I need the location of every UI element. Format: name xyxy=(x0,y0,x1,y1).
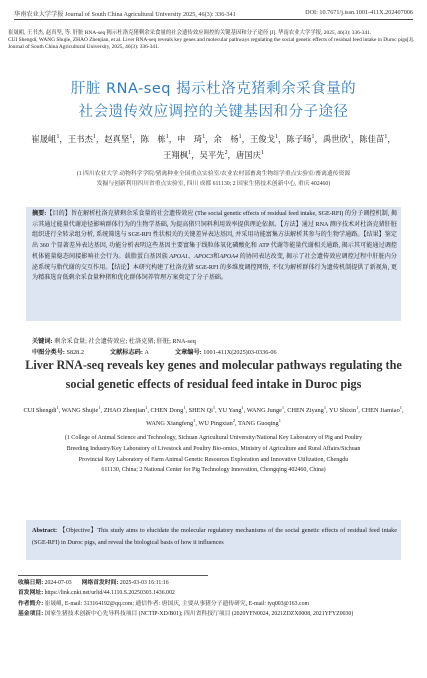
english-title-line-1: Liver RNA-seq reveals key genes and molecular pathways regulating the xyxy=(25,358,402,372)
author-affiliation-mark: 1 xyxy=(384,134,388,141)
clc-label: 中图分类号: xyxy=(32,349,65,356)
author-affiliation-mark: 1 xyxy=(183,404,186,410)
author xyxy=(361,404,402,414)
keywords-line xyxy=(32,336,397,347)
clc-value: S828.2 xyxy=(66,349,84,356)
author-affiliation-mark: 1 xyxy=(311,134,315,141)
abstract-body: 【目的】旨在解析杜洛克猪剩余采食量的社会遗传效应 (The social genetic effects of residual feed intake, SGE-RFI) 的分子调控机制, 揭示其通过能量代谢途径影响群体行为的生物学基础, 为提高猪只饲料利用效率提供理论依据。【方法】通过 RNA 测序技术对杜洛克猪肝脏组织进行全转录组分析, 系统筛选与 SGE-RFI 性状相关的关键差异表达基因, 并采用功能富集方法解析其参与的生物学通路。【结果】鉴定出 360 个显著差异表达基因, 功能分析表明这些基因主要富集于线粒体氧化磷酸化和 ATP 代谢等能量代谢相关通路, 揭示其可能通过调控机体能量稳态间接影响社会行为。载脂蛋白基因族 xyxy=(32,211,397,260)
author xyxy=(68,135,96,144)
received-date: 2024-07-03 xyxy=(44,580,72,586)
author-name: 申 琦 xyxy=(177,135,203,144)
author xyxy=(141,135,169,144)
chinese-affiliation xyxy=(40,170,387,189)
doc-value: A xyxy=(144,349,149,356)
author-affiliation-mark: 1 xyxy=(193,418,196,424)
author-affiliation-mark: 1 xyxy=(275,134,278,141)
author-name: YU Yang xyxy=(218,407,242,414)
author-name: 陈子旸 xyxy=(286,135,312,144)
author-name: 赵真坚 xyxy=(104,135,130,144)
english-affiliation-line-2: Breeding Industry/Key Laboratory of Livestock and Poultry Bio-omics, Ministry of Agriculture and Rural Affairs/Sichuan xyxy=(66,445,361,452)
author xyxy=(328,404,359,414)
chinese-affiliation-line-2: 发掘与创新利用四川省重点实验室, 四川 成都 611130; 2 国家生猪技术创新中心, 重庆 402460) xyxy=(96,180,331,187)
english-author-list: CUI Shengdi$^1$, WANG Shujie$^1$, ZHAO Zhenjian$^1$, CHEN Dong$^1$, SHEN Qi$^1$, YU Yang$^1$, WANG Junge$^1$, CHEN Ziyang$^1$, YU Shixin$^1$, CHEN Jiamiao$^1$, WANG Xiangfeng$^1$, WU Pingxian$^2$, TANG Guoqing$^1$ xyxy=(23,404,404,428)
author-affiliation-mark: 1 xyxy=(347,134,351,141)
footnote-author-info xyxy=(18,599,409,609)
chinese-title-line-2: 社会遗传效应调控的关键基因和分子途径 xyxy=(78,104,349,120)
author xyxy=(286,135,314,144)
author xyxy=(177,135,205,144)
author-name: CUI Shengdi xyxy=(23,407,57,414)
author xyxy=(214,135,242,144)
article-value: 1001-411X(2025)03-0336-06 xyxy=(203,349,277,356)
author xyxy=(218,404,244,414)
author-name: CHEN Ziyang xyxy=(287,407,324,414)
first-publish-url[interactable]: https://link.cnki.net/urlid/44.1110.S.20250303.1436.002 xyxy=(44,590,175,597)
author-name: 崔晟岨 xyxy=(31,135,57,144)
gene-apoa1: APOA1 xyxy=(169,253,188,260)
url-label: 首发网址: xyxy=(18,590,44,597)
author-name: ZHAO Zhenjian xyxy=(103,407,146,414)
abstract-body-continued: 的协同表达改变, 揭示了社会遗传效应调控过程中肝脏内分泌系统与脂代谢的交互作用。【结论】本研究构建了杜洛克猪 SGE-RFI 的多维度调控网络, 不仅为解析群体行为遗传机制提供了新视角, 更为精准选育低剩余采食量种猪和优化群体饲养管理方案奠定了分子基础。 xyxy=(32,253,397,282)
author-name: 吴平先 xyxy=(199,151,225,160)
author xyxy=(287,404,327,414)
author-name: YU Shixin xyxy=(328,407,357,414)
running-header xyxy=(14,9,413,18)
online-first-date: 2025-03-03 16:11:16 xyxy=(119,580,169,586)
author-name: WANG Shujie xyxy=(61,407,99,414)
footnotes xyxy=(18,578,409,619)
author-affiliation-mark: 1 xyxy=(56,134,60,141)
author-affiliation-mark: 2 xyxy=(232,418,236,424)
gene-separator: 、 xyxy=(187,253,195,260)
footnote-url xyxy=(18,588,409,598)
author-name: 禹世欣 xyxy=(322,135,348,144)
funding-text: 国家生猪技术创新中心先导科技项目 (NCTIP-XD/B01); 四川省科技厅项目 (2020YFN0024, 2021ZDZX0008, 2021YFYZ0030) xyxy=(44,610,354,617)
journal-header: 华南农业大学学报 Journal of South China Agricultural University 2025, 46(3): 336-341 xyxy=(14,11,236,18)
author-info-label: 作者简介: xyxy=(18,600,44,607)
author xyxy=(104,135,132,144)
author-name: 唐国庆 xyxy=(235,151,262,160)
english-title-line-2: social genetic effects of residual feed intake in Duroc pigs xyxy=(65,377,362,391)
keywords-label: 关键词: xyxy=(32,338,53,345)
author-affiliation-mark: 1 xyxy=(212,404,216,410)
author xyxy=(199,151,227,160)
english-affiliation-line-1: (1 College of Animal Science and Technology, Sichuan Agricultural University/National Key Laboratory of Pig and Poultry xyxy=(64,435,363,441)
citation-en: CUI Shengdi, WANG Shujie, ZHAO Zhenjian, et al. Liver RNA-seq reveals key genes and molecular pathways regulating the social genetic effects of residual feed intake in Duroc pigs[J]. Journal of South China Agricultural University, 2025, 46(3): 336-341. xyxy=(8,37,415,50)
author-affiliation-mark: 1 xyxy=(241,404,244,410)
author-name: TANG Guoqing xyxy=(238,420,279,428)
author xyxy=(323,135,351,144)
english-abstract-body: 【Objective】This study aims to elucidate the molecular regulatory mechanisms of the social genetic effects of residual feed intake (SGE-RFI) in Duroc pigs, and reveal the biological basis of how it influences xyxy=(32,527,398,546)
english-abstract-label: Abstract: xyxy=(32,527,58,534)
author-affiliation-mark: 1 xyxy=(261,150,264,157)
author xyxy=(146,420,195,427)
author-affiliation-mark: 2 xyxy=(224,150,228,157)
author xyxy=(188,404,216,414)
author-name: SHEN Qi xyxy=(188,407,213,414)
author-name: 余 杨 xyxy=(213,135,239,144)
english-affiliation xyxy=(26,433,401,476)
author-affiliation-mark: 1 xyxy=(145,404,148,410)
author-affiliation-mark: 1 xyxy=(92,134,96,141)
author-affiliation-mark: 1 xyxy=(56,404,59,410)
author-name: WU Pingxian xyxy=(198,420,233,428)
funding-label: 基金项目: xyxy=(18,610,44,617)
author-name: 王俊戈 xyxy=(249,135,276,144)
author-name: 王翔枫 xyxy=(163,151,189,160)
author-affiliation-mark: 1 xyxy=(129,134,133,141)
author-affiliation-mark: 1 xyxy=(202,134,206,141)
author xyxy=(246,404,285,414)
doi-header: DOI: 10.7671/j.issn.1001-411X.202407006 xyxy=(305,9,413,16)
author xyxy=(150,404,186,414)
author-name: WANG Junge xyxy=(246,407,282,414)
author xyxy=(238,420,281,427)
doc-label: 文献标志码: xyxy=(109,349,143,356)
header-divider xyxy=(14,19,413,20)
author-affiliation-mark: 1 xyxy=(98,404,101,410)
chinese-title-line-1: 肝脏 RNA-seq 揭示杜洛克猪剩余采食量的 xyxy=(70,81,357,97)
abstract-label: 摘要: xyxy=(32,211,47,217)
english-abstract xyxy=(32,525,397,549)
author-affiliation-mark: 1 xyxy=(399,404,402,410)
author xyxy=(198,420,235,427)
author xyxy=(236,151,264,160)
chinese-affiliation-line-1: (1 四川农业大学 动物科学学院/猪禽种业全国重点实验室/农业农村部畜禽生物组学重点实验室/畜禽遗传资源 xyxy=(76,171,351,177)
author-affiliation-mark: 1 xyxy=(278,418,281,424)
english-affiliation-line-3: Provincial Key Laboratory of Farm Animal Genetic Resources Exploration and Innovative Utilization, Chengdu xyxy=(78,456,349,463)
author xyxy=(103,404,148,414)
received-label: 收稿日期: xyxy=(18,580,44,586)
author-name: 陈 栋 xyxy=(140,135,166,144)
author-name: 陈佳苗 xyxy=(359,135,385,144)
author xyxy=(23,404,59,414)
author xyxy=(359,135,387,144)
keywords-block xyxy=(32,336,397,358)
online-first-label: 网络首发时间: xyxy=(81,580,119,586)
author-name: CHEN Jiamiao xyxy=(361,407,400,414)
article-label: 文章编号: xyxy=(174,349,202,356)
author-affiliation-mark: 1 xyxy=(238,134,242,141)
citation-zh: 崔晟岨, 王书杰, 赵真坚, 等. 肝脏 RNA-seq 揭示杜洛克猪剩余采食量的社会遗传效应调控的关键基因和分子途径 [J]. 华南农业大学学报, 2025, 46(3): 336-341. xyxy=(8,30,372,36)
author-name: CHEN Dong xyxy=(150,407,184,414)
footnote-funding xyxy=(18,609,409,619)
author-name: WANG Xiangfeng xyxy=(146,420,194,428)
author xyxy=(163,151,191,160)
author xyxy=(250,135,278,144)
author xyxy=(61,404,101,414)
gene-apoa4: APOA4 xyxy=(219,253,239,260)
english-title xyxy=(10,356,417,394)
author-affiliation-mark: 1 xyxy=(323,404,327,410)
author-affiliation-mark: 1 xyxy=(281,404,285,410)
footnote-received xyxy=(18,578,409,588)
author-affiliation-mark: 1 xyxy=(165,134,169,141)
author-affiliation-mark: 1 xyxy=(188,150,192,157)
english-affiliation-line-4: 611130, China; 2 National Center for Pig Technology Innovation, Chongqing 402460, China) xyxy=(101,467,326,474)
chinese-abstract xyxy=(32,209,397,284)
chinese-author-list: 崔晟岨$^1$，王书杰$^1$，赵真坚$^1$，陈 栋$^1$，申 琦$^1$，余 杨$^1$，王俊戈$^1$，陈子旸$^1$，禹世欣$^1$，陈佳苗$^1$，王翔枫$^1$，吴平先$^2$，唐国庆$^1$ xyxy=(31,134,396,160)
keywords-text: 剩余采食量; 社会遗传效应; 杜洛克猪; 肝脏; RNA-seq xyxy=(54,338,196,345)
author-info-text: 崔晟岨, E-mail: 313164192@qq.com; 通信作者: 唐国庆, 主要从事猪分子遗传研究, E-mail: tyq003@163.com xyxy=(44,600,310,607)
author-name: 王书杰 xyxy=(67,135,93,144)
author-affiliation-mark: 1 xyxy=(356,404,359,410)
chinese-title xyxy=(0,78,427,124)
author xyxy=(31,135,59,144)
citation-block xyxy=(8,30,417,51)
gene-apoc3: APOC3 xyxy=(194,253,214,260)
footnote-divider xyxy=(18,575,208,576)
gene-conjunction: 和 xyxy=(213,253,220,260)
